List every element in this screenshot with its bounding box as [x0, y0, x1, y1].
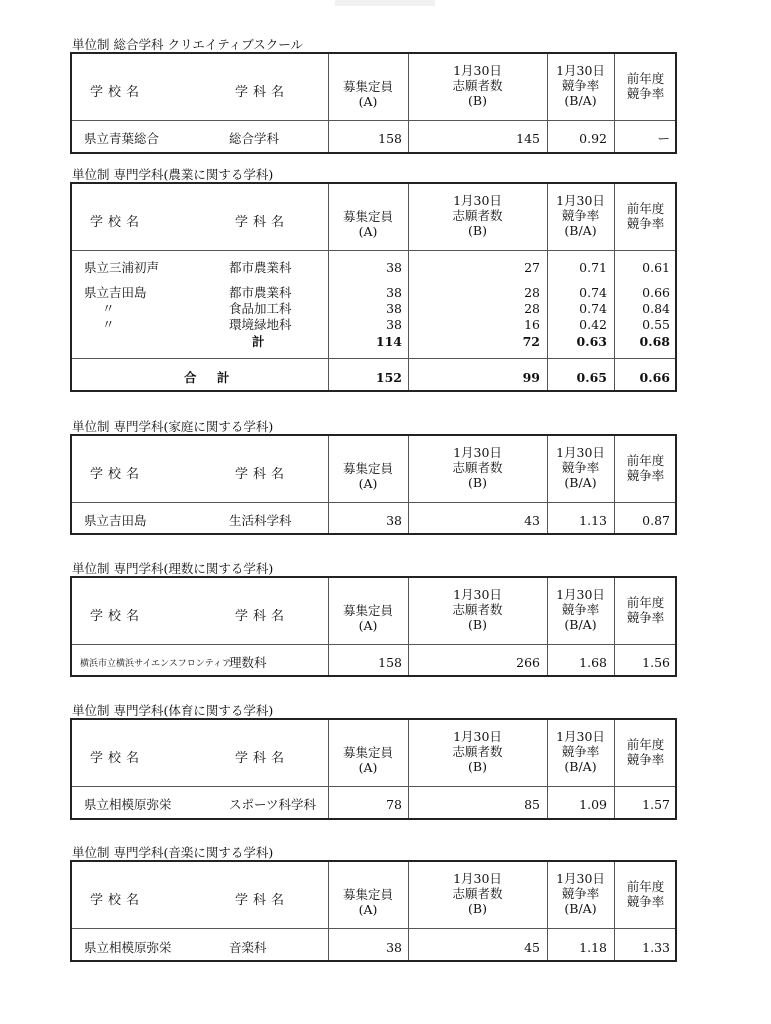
table-row-ratio: 1.18 — [579, 940, 607, 955]
header-applicants: 1月30日 志願者数 (B) — [452, 871, 503, 916]
table-row-capacity: 38 — [386, 940, 402, 955]
subtotal-prev: 0.68 — [639, 334, 670, 349]
table-row-capacity: 38 — [386, 260, 402, 275]
header-capacity: 募集定員 (A) — [342, 461, 393, 491]
table — [70, 576, 677, 677]
table-row-prev: ー — [657, 131, 670, 146]
table-row-applicants: 27 — [524, 260, 540, 275]
header-ratio: 1月30日 競争率 (B/A) — [556, 871, 605, 916]
subtotal-capacity: 114 — [375, 334, 402, 349]
table-row-dept: 総合学科 — [229, 131, 280, 146]
header-dept: 学科名 — [235, 85, 290, 100]
section-title: 単位制 専門学科(音楽に関する学科) — [72, 845, 274, 860]
header-dept: 学科名 — [235, 609, 290, 624]
section-title: 単位制 専門学科(農業に関する学科) — [72, 167, 274, 182]
header-capacity: 募集定員 (A) — [342, 745, 393, 775]
header-ratio: 1月30日 競争率 (B/A) — [556, 729, 605, 774]
table-row-dept: 音楽科 — [229, 940, 267, 955]
table-row-ratio: 0.71 — [579, 260, 607, 275]
section-title: 単位制 専門学科(体育に関する学科) — [72, 703, 274, 718]
table-row-applicants: 85 — [524, 797, 540, 812]
table — [70, 182, 677, 392]
table-row-prev: 0.66 — [642, 285, 670, 300]
table — [70, 718, 677, 820]
subtotal-label: 計 — [252, 334, 265, 349]
header-ratio: 1月30日 競争率 (B/A) — [556, 63, 605, 108]
table-row-prev: 0.87 — [642, 513, 670, 528]
table-row-school: 〃 — [102, 317, 115, 332]
table-row-applicants: 43 — [524, 513, 540, 528]
total-ratio: 0.65 — [576, 370, 607, 385]
header-ratio: 1月30日 競争率 (B/A) — [556, 445, 605, 490]
table-row-ratio: 1.13 — [579, 513, 607, 528]
table-row-school: 〃 — [102, 301, 115, 316]
header-prev: 前年度 競争率 — [626, 201, 665, 231]
table-row-dept: 都市農業科 — [229, 285, 292, 300]
table-row-prev: 0.55 — [642, 317, 670, 332]
header-dept: 学科名 — [235, 751, 290, 766]
total-prev: 0.66 — [639, 370, 670, 385]
table-row-capacity: 38 — [386, 301, 402, 316]
table — [70, 52, 677, 154]
table-row-ratio: 0.74 — [579, 285, 607, 300]
header-ratio: 1月30日 競争率 (B/A) — [556, 587, 605, 632]
header-prev: 前年度 競争率 — [626, 737, 665, 767]
table-row-dept: 都市農業科 — [229, 260, 292, 275]
table-row-applicants: 266 — [516, 655, 540, 670]
header-school: 学校名 — [90, 751, 145, 766]
table-row-prev: 1.56 — [642, 655, 670, 670]
header-dept: 学科名 — [235, 215, 290, 230]
table-row-prev: 0.84 — [642, 301, 670, 316]
header-dept: 学科名 — [235, 893, 290, 908]
header-school: 学校名 — [90, 609, 145, 624]
section-title: 単位制 専門学科(理数に関する学科) — [72, 561, 274, 576]
page-top-mark — [335, 0, 435, 6]
header-school: 学校名 — [90, 215, 145, 230]
subtotal-applicants: 72 — [522, 334, 540, 349]
total-applicants: 99 — [522, 370, 540, 385]
section-title: 単位制 総合学科 クリエイティブスクール — [72, 37, 303, 52]
header-school: 学校名 — [90, 85, 145, 100]
table-row-ratio: 0.74 — [579, 301, 607, 316]
table-row-ratio: 1.68 — [579, 655, 607, 670]
table-row-dept: 生活科学科 — [229, 513, 292, 528]
header-capacity: 募集定員 (A) — [342, 887, 393, 917]
table-row-applicants: 45 — [524, 940, 540, 955]
table-row-school: 県立相模原弥栄 — [84, 940, 172, 955]
header-school: 学校名 — [90, 467, 145, 482]
section-title: 単位制 専門学科(家庭に関する学科) — [72, 419, 274, 434]
table-row-ratio: 0.42 — [579, 317, 607, 332]
table-row-school: 県立相模原弥栄 — [84, 797, 172, 812]
table-row-ratio: 1.09 — [579, 797, 607, 812]
table-row-dept: 理数科 — [229, 655, 267, 670]
table-row-dept: 食品加工科 — [229, 301, 292, 316]
table-row-prev: 0.61 — [642, 260, 670, 275]
header-applicants: 1月30日 志願者数 (B) — [452, 729, 503, 774]
table-row-ratio: 0.92 — [579, 131, 607, 146]
header-applicants: 1月30日 志願者数 (B) — [452, 63, 503, 108]
header-applicants: 1月30日 志願者数 (B) — [452, 587, 503, 632]
table-row-capacity: 78 — [386, 797, 402, 812]
table — [70, 434, 677, 535]
header-prev: 前年度 競争率 — [626, 453, 665, 483]
table-row-applicants: 28 — [524, 301, 540, 316]
table-row-dept: スポーツ科学科 — [229, 797, 317, 812]
header-prev: 前年度 競争率 — [626, 595, 665, 625]
table-row-capacity: 38 — [386, 513, 402, 528]
table-row-school: 横浜市立横浜サイエンスフロンティア — [80, 659, 232, 669]
total-capacity: 152 — [375, 370, 402, 385]
table — [70, 860, 677, 962]
header-applicants: 1月30日 志願者数 (B) — [452, 193, 503, 238]
table-row-dept: 環境緑地科 — [229, 317, 292, 332]
table-row-capacity: 38 — [386, 285, 402, 300]
header-capacity: 募集定員 (A) — [342, 79, 393, 109]
table-row-prev: 1.33 — [642, 940, 670, 955]
table-row-applicants: 145 — [516, 131, 540, 146]
header-prev: 前年度 競争率 — [626, 879, 665, 909]
total-label: 合 計 — [184, 370, 238, 385]
table-row-school: 県立吉田島 — [84, 285, 147, 300]
table-row-prev: 1.57 — [642, 797, 670, 812]
header-capacity: 募集定員 (A) — [342, 209, 393, 239]
header-capacity: 募集定員 (A) — [342, 603, 393, 633]
table-row-applicants: 28 — [524, 285, 540, 300]
header-dept: 学科名 — [235, 467, 290, 482]
header-applicants: 1月30日 志願者数 (B) — [452, 445, 503, 490]
table-row-school: 県立青葉総合 — [84, 131, 160, 146]
header-ratio: 1月30日 競争率 (B/A) — [556, 193, 605, 238]
table-row-capacity: 158 — [378, 655, 402, 670]
header-school: 学校名 — [90, 893, 145, 908]
subtotal-ratio: 0.63 — [576, 334, 607, 349]
table-row-applicants: 16 — [524, 317, 540, 332]
table-row-school: 県立吉田島 — [84, 513, 147, 528]
header-prev: 前年度 競争率 — [626, 71, 665, 101]
table-row-capacity: 38 — [386, 317, 402, 332]
table-row-school: 県立三浦初声 — [84, 260, 160, 275]
table-row-capacity: 158 — [378, 131, 402, 146]
